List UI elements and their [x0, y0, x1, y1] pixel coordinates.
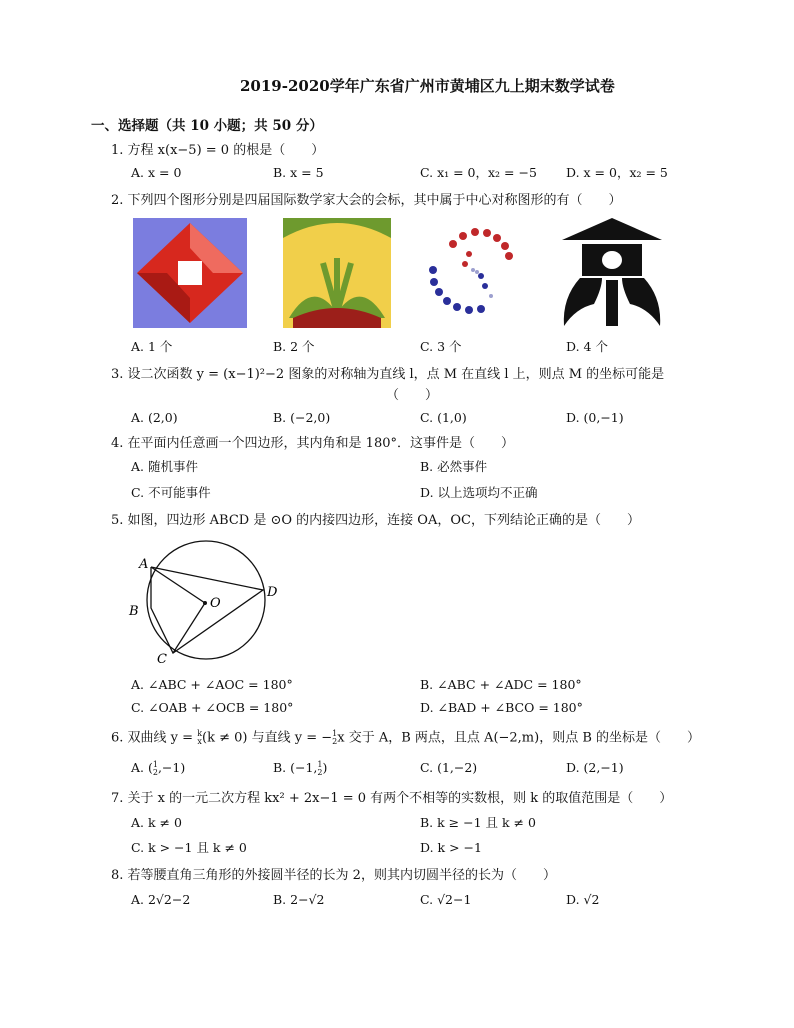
- question-7-stem: 7. 关于 x 的一元二次方程 kx² + 2x−1 = 0 有两个不相等的实数根，则 k 的取值范围是（ ）: [111, 791, 673, 806]
- question-3-stem: 3. 设二次函数 y = (x−1)²−2 图象的对称轴为直线 l，点 M 在直线 l 上，则点 M 的坐标可能是: [111, 367, 665, 382]
- q7-option-b: B. k ≥ −1 且 k ≠ 0: [420, 815, 536, 830]
- question-3-stem-tail: （ ）: [386, 388, 439, 403]
- question-6-stem: [111, 730, 700, 747]
- q5-option-c: C. ∠OAB + ∠OCB = 180°: [131, 700, 294, 715]
- q6-option-c: C. (1,−2): [420, 760, 478, 775]
- q3-option-d: D. (0,−1): [566, 410, 624, 425]
- q1-option-a: A. x = 0: [131, 165, 182, 180]
- q6-opt-b-pre: B. (−1,: [273, 760, 318, 775]
- q2-option-c: C. 3 个: [420, 339, 462, 354]
- q3-option-b: B. (−2,0): [273, 410, 331, 425]
- figure-label-o: O: [210, 596, 221, 611]
- circle-figure: [126, 535, 286, 670]
- q5-option-d: D. ∠BAD + ∠BCO = 180°: [420, 700, 583, 715]
- q7-option-c: C. k > −1 且 k ≠ 0: [131, 840, 247, 855]
- q5-option-a: A. ∠ABC + ∠AOC = 180°: [131, 677, 293, 692]
- q6-option-a: [131, 760, 185, 777]
- figure-label-d: D: [267, 585, 278, 600]
- q6-opt-a-pre: A. (: [131, 760, 153, 775]
- logo-4-figure: [562, 218, 662, 326]
- q6-opt-b-den: 2: [317, 767, 323, 777]
- q6-opt-a-post: ,−1): [157, 760, 186, 775]
- q8-option-c: C. √2−1: [420, 892, 472, 907]
- q6-option-d: D. (2,−1): [566, 760, 624, 775]
- q6-opt-a-den: 2: [152, 767, 158, 777]
- q8-option-d: D. √2: [566, 892, 600, 907]
- q3-option-c: C. (1,0): [420, 410, 467, 425]
- logo-2-figure: [283, 218, 391, 328]
- section-heading: 一、选择题（共 10 小题；共 50 分）: [91, 118, 323, 134]
- q1-option-b: B. x = 5: [273, 165, 324, 180]
- q1-option-c: C. x₁ = 0，x₂ = −5: [420, 165, 537, 180]
- figure-label-a: A: [139, 557, 149, 572]
- q2-option-a: A. 1 个: [131, 339, 173, 354]
- question-1-stem: 1. 方程 x(x−5) = 0 的根是（ ）: [111, 143, 325, 158]
- figure-label-b: B: [129, 604, 139, 619]
- q6-frac2-num: 1: [332, 729, 338, 738]
- q6-option-b: [273, 760, 327, 777]
- q4-option-a: A. 随机事件: [131, 459, 198, 474]
- question-5-stem: 5. 如图，四边形 ABCD 是 ⊙O 的内接四边形，连接 OA，OC，下列结论正确的是（ ）: [111, 513, 640, 528]
- q3-option-a: A. (2,0): [131, 410, 178, 425]
- q2-option-d: D. 4 个: [566, 339, 608, 354]
- q6-frac-num: k: [197, 729, 203, 738]
- q4-option-d: D. 以上选项均不正确: [420, 485, 538, 500]
- q6-opt-b-num: 1: [317, 759, 323, 769]
- q6-frac2-den: 2: [332, 737, 338, 746]
- page-title: 2019-2020学年广东省广州市黄埔区九上期末数学试卷: [240, 77, 615, 95]
- figure-label-c: C: [157, 652, 167, 667]
- question-8-stem: 8. 若等腰直角三角形的外接圆半径的长为 2，则其内切圆半径的长为（ ）: [111, 868, 556, 883]
- q4-option-b: B. 必然事件: [420, 459, 488, 474]
- q6-stem-part-b: (k ≠ 0) 与直线 y = −: [202, 730, 333, 746]
- question-4-stem: 4. 在平面内任意画一个四边形，其内角和是 180°．这事件是（ ）: [111, 436, 514, 451]
- q6-frac-den: x: [197, 737, 202, 746]
- q7-option-d: D. k > −1: [420, 840, 482, 855]
- q4-option-c: C. 不可能事件: [131, 485, 211, 500]
- q1-option-d: D. x = 0，x₂ = 5: [566, 165, 668, 180]
- q5-option-b: B. ∠ABC + ∠ADC = 180°: [420, 677, 582, 692]
- q6-stem-part-a: 6. 双曲线 y =: [111, 730, 194, 746]
- q2-option-b: B. 2 个: [273, 339, 315, 354]
- q6-opt-a-num: 1: [152, 759, 158, 769]
- q6-opt-b-post: ): [322, 760, 328, 775]
- logo-3-figure: [425, 224, 525, 322]
- q7-option-a: A. k ≠ 0: [131, 815, 182, 830]
- q8-option-a: A. 2√2−2: [131, 892, 191, 907]
- q6-stem-part-c: x 交于 A，B 两点，且点 A(−2,m)，则点 B 的坐标是（ ）: [337, 730, 701, 746]
- q8-option-b: B. 2−√2: [273, 892, 325, 907]
- question-2-stem: 2. 下列四个图形分别是四届国际数学家大会的会标，其中属于中心对称图形的有（ ）: [111, 193, 622, 208]
- logo-1-figure: [133, 218, 247, 328]
